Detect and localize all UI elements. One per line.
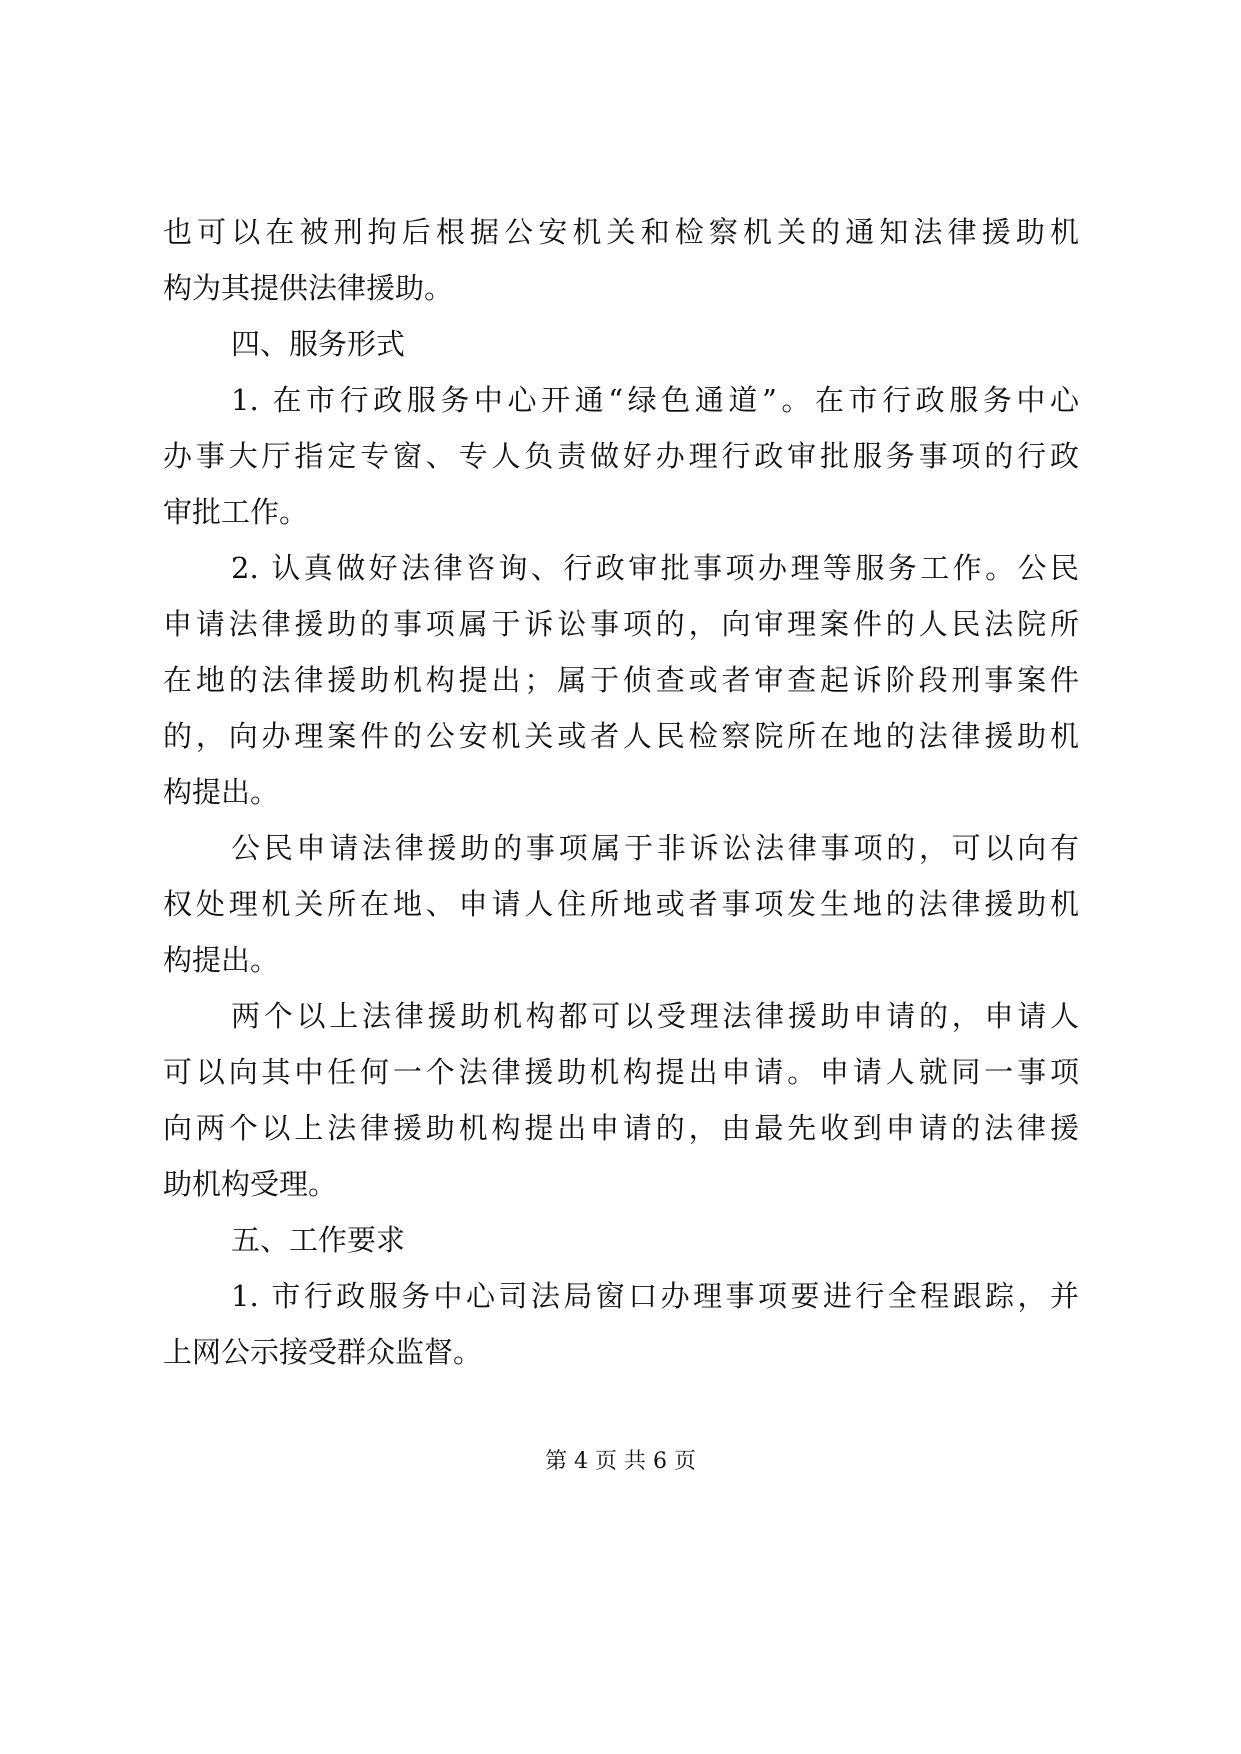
text-line: 构提出。	[163, 775, 280, 809]
text-line: 办事大厅指定专窗、专人负责做好办理行政审批服务事项的行政	[163, 439, 1079, 473]
paragraph	[163, 996, 1079, 1220]
text-line: 1. 市行政服务中心司法局窗口办理事项要进行全程跟踪，并	[231, 1279, 1079, 1313]
paragraph	[163, 548, 1079, 828]
text-line: 也可以在被刑拘后根据公安机关和检察机关的通知法律援助机	[163, 215, 1079, 249]
text-line: 五、工作要求	[231, 1223, 406, 1257]
paragraph	[163, 212, 1079, 324]
text-line: 在地的法律援助机构提出；属于侦查或者审查起诉阶段刑事案件	[163, 663, 1079, 697]
text-line: 公民申请法律援助的事项属于非诉讼法律事项的，可以向有	[231, 831, 1079, 865]
text-line: 权处理机关所在地、申请人住所地或者事项发生地的法律援助机	[163, 887, 1079, 921]
text-line: 2. 认真做好法律咨询、行政审批事项办理等服务工作。公民	[231, 551, 1079, 585]
text-line: 上网公示接受群众监督。	[163, 1335, 483, 1369]
paragraph	[163, 828, 1079, 996]
text-line: 1. 在市行政服务中心开通“绿色通道”。在市行政服务中心	[231, 383, 1079, 417]
document-body	[163, 212, 1079, 1388]
text-line: 向两个以上法律援助机构提出申请的，由最先收到申请的法律援	[163, 1111, 1079, 1145]
text-line: 申请法律援助的事项属于诉讼事项的，向审理案件的人民法院所	[163, 607, 1079, 641]
text-line: 四、服务形式	[231, 327, 406, 361]
paragraph	[163, 1276, 1079, 1388]
text-line: 审批工作。	[163, 495, 309, 529]
text-line: 的，向办理案件的公安机关或者人民检察院所在地的法律援助机	[163, 719, 1079, 753]
paragraph	[163, 324, 1079, 380]
paragraph	[163, 1220, 1079, 1276]
text-line: 构提出。	[163, 943, 280, 977]
text-line: 两个以上法律援助机构都可以受理法律援助申请的，申请人	[231, 999, 1079, 1033]
text-line: 可以向其中任何一个法律援助机构提出申请。申请人就同一事项	[163, 1055, 1079, 1089]
text-line: 助机构受理。	[163, 1167, 338, 1201]
paragraph	[163, 380, 1079, 548]
page-footer: 第 4 页 共 6 页	[545, 1449, 696, 1474]
text-line: 构为其提供法律援助。	[163, 271, 454, 305]
